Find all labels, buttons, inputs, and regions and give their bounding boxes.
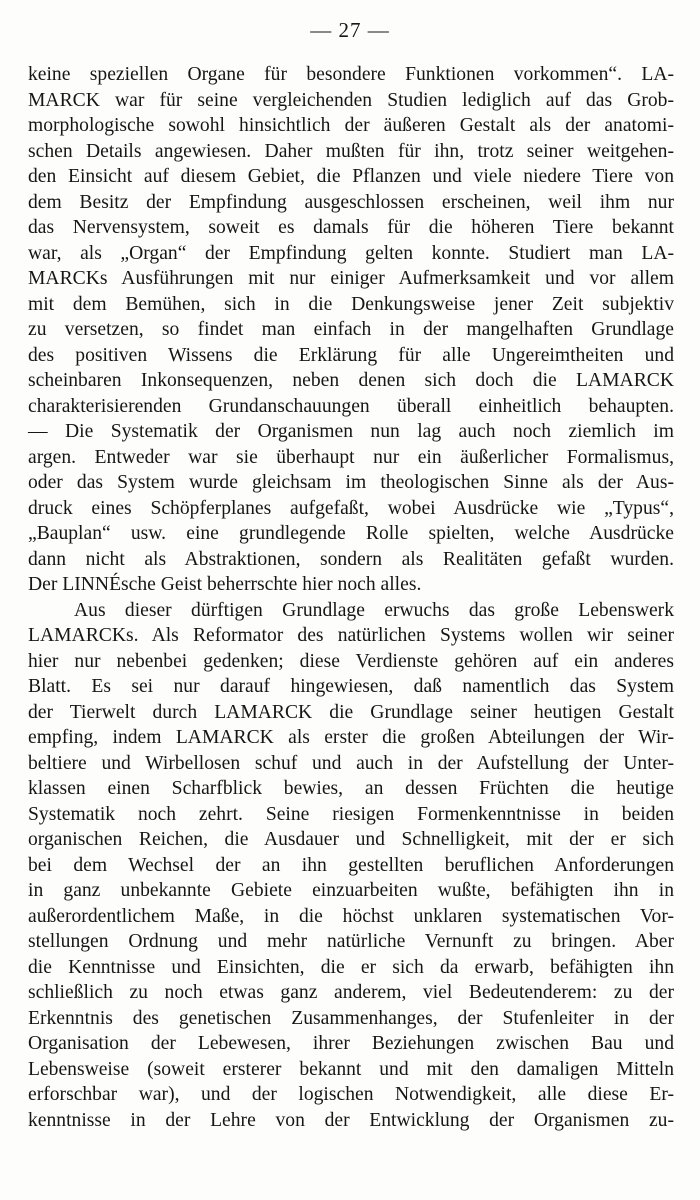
text-line: MARCK war für seine vergleichenden Studien lediglich auf das Grob- <box>28 89 674 111</box>
text-line: morphologische sowohl hinsichtlich der äußeren Gestalt als der anatomi- <box>28 115 674 136</box>
text-line: die Kenntnisse und Einsichten, die er sich da erwarb, befähigten ihn <box>28 956 674 978</box>
text-line: war, als „Organ“ der Empfindung gelten konnte. Studiert man LA- <box>28 242 674 264</box>
text-line: argen. Entweder war sie überhaupt nur ein äußerlicher Formalismus, <box>28 446 674 468</box>
text-line: hier nur nebenbei gedenken; diese Verdienste gehören auf ein anderes <box>28 650 674 672</box>
text-line: charakterisierenden Grundanschauungen überall einheitlich behaupten. <box>28 395 674 417</box>
text-line: dann nicht als Abstraktionen, sondern als Realitäten gefaßt wurden. <box>28 548 674 570</box>
text-line: empfing, indem LAMARCK als erster die großen Abteilungen der Wir- <box>28 727 674 748</box>
text-line: zu versetzen, so findet man einfach in der mangelhaften Grundlage <box>28 319 674 340</box>
text-line: Systematik noch zehrt. Seine riesigen Formenkenntnisse in beiden <box>28 803 674 825</box>
text-line: Organisation der Lebewesen, ihrer Beziehungen zwischen Bau und <box>28 1033 674 1054</box>
text-line: erforschbar war), und der logischen Notwendigkeit, alle diese Er- <box>28 1084 674 1105</box>
text-line: in ganz unbekannte Gebiete einzuarbeiten wußte, befähigten ihn in <box>28 880 674 901</box>
text-line: Blatt. Es sei nur darauf hingewiesen, daß namentlich das System <box>28 676 674 697</box>
text-line: außerordentlichem Maße, in die höchst unklaren systematischen Vor- <box>28 905 674 927</box>
text-line: klassen einen Scharfblick bewies, an dessen Früchten die heutige <box>28 778 674 799</box>
body-text <box>28 62 674 1133</box>
text-line: bei dem Wechsel der an ihn gestellten beruflichen Anforderungen <box>28 854 674 876</box>
text-line: scheinbaren Inkonsequenzen, neben denen sich doch die LAMARCK <box>28 370 674 391</box>
text-line: organischen Reichen, die Ausdauer und Schnelligkeit, mit der er sich <box>28 829 674 850</box>
text-line: keine speziellen Organe für besondere Funktionen vorkommen“. LA- <box>28 64 674 85</box>
text-line: beltiere und Wirbellosen schuf und auch in der Aufstellung der Unter- <box>28 752 674 774</box>
text-line: Erkenntnis des genetischen Zusammenhanges, der Stufenleiter in der <box>28 1007 674 1029</box>
text-line: Lebensweise (soweit ersterer bekannt und mit den damaligen Mitteln <box>28 1058 674 1080</box>
text-line: kenntnisse in der Lehre von der Entwicklung der Organismen zu- <box>28 1109 674 1131</box>
paragraph-first-line: Aus dieser dürftigen Grundlage erwuchs das große Lebenswerk <box>74 599 674 621</box>
text-line: das Nervensystem, soweit es damals für die höheren Tiere bekannt <box>28 217 674 238</box>
text-line: mit dem Bemühen, sich in die Denkungsweise jener Zeit subjektiv <box>28 293 674 315</box>
text-line: MARCKs Ausführungen mit nur einiger Aufmerksamkeit und vor allem <box>28 268 674 289</box>
page-number: — 27 — <box>310 18 390 42</box>
text-line: — Die Systematik der Organismen nun lag auch noch ziemlich im <box>28 421 674 442</box>
text-line: druck eines Schöpferplanes aufgefaßt, wobei Ausdrücke wie „Typus“, <box>28 497 674 519</box>
text-line: schließlich zu noch etwas ganz anderem, viel Bedeutenderem: zu der <box>28 982 674 1003</box>
text-line: dem Besitz der Empfindung ausgeschlossen erscheinen, weil ihm nur <box>28 191 674 213</box>
text-line: „Bauplan“ usw. eine grundlegende Rolle spielten, welche Ausdrücke <box>28 523 674 544</box>
text-line: den Einsicht auf diesem Gebiet, die Pflanzen und viele niedere Tiere von <box>28 166 674 187</box>
text-line: der Tierwelt durch LAMARCK die Grundlage seiner heutigen Gestalt <box>28 701 674 723</box>
text-line: des positiven Wissens die Erklärung für alle Ungereimtheiten und <box>28 344 674 366</box>
text-line: stellungen Ordnung und mehr natürliche Vernunft zu bringen. Aber <box>28 931 674 952</box>
paragraph-end-line: Der LINNÉsche Geist beherrschte hier noch alles. <box>28 574 422 595</box>
text-line: schen Details angewiesen. Daher mußten für ihn, trotz seiner weitgehen- <box>28 140 674 162</box>
text-line: LAMARCKs. Als Reformator des natürlichen Systems wollen wir seiner <box>28 625 674 646</box>
text-line: oder das System wurde gleichsam im theologischen Sinne als der Aus- <box>28 472 674 493</box>
